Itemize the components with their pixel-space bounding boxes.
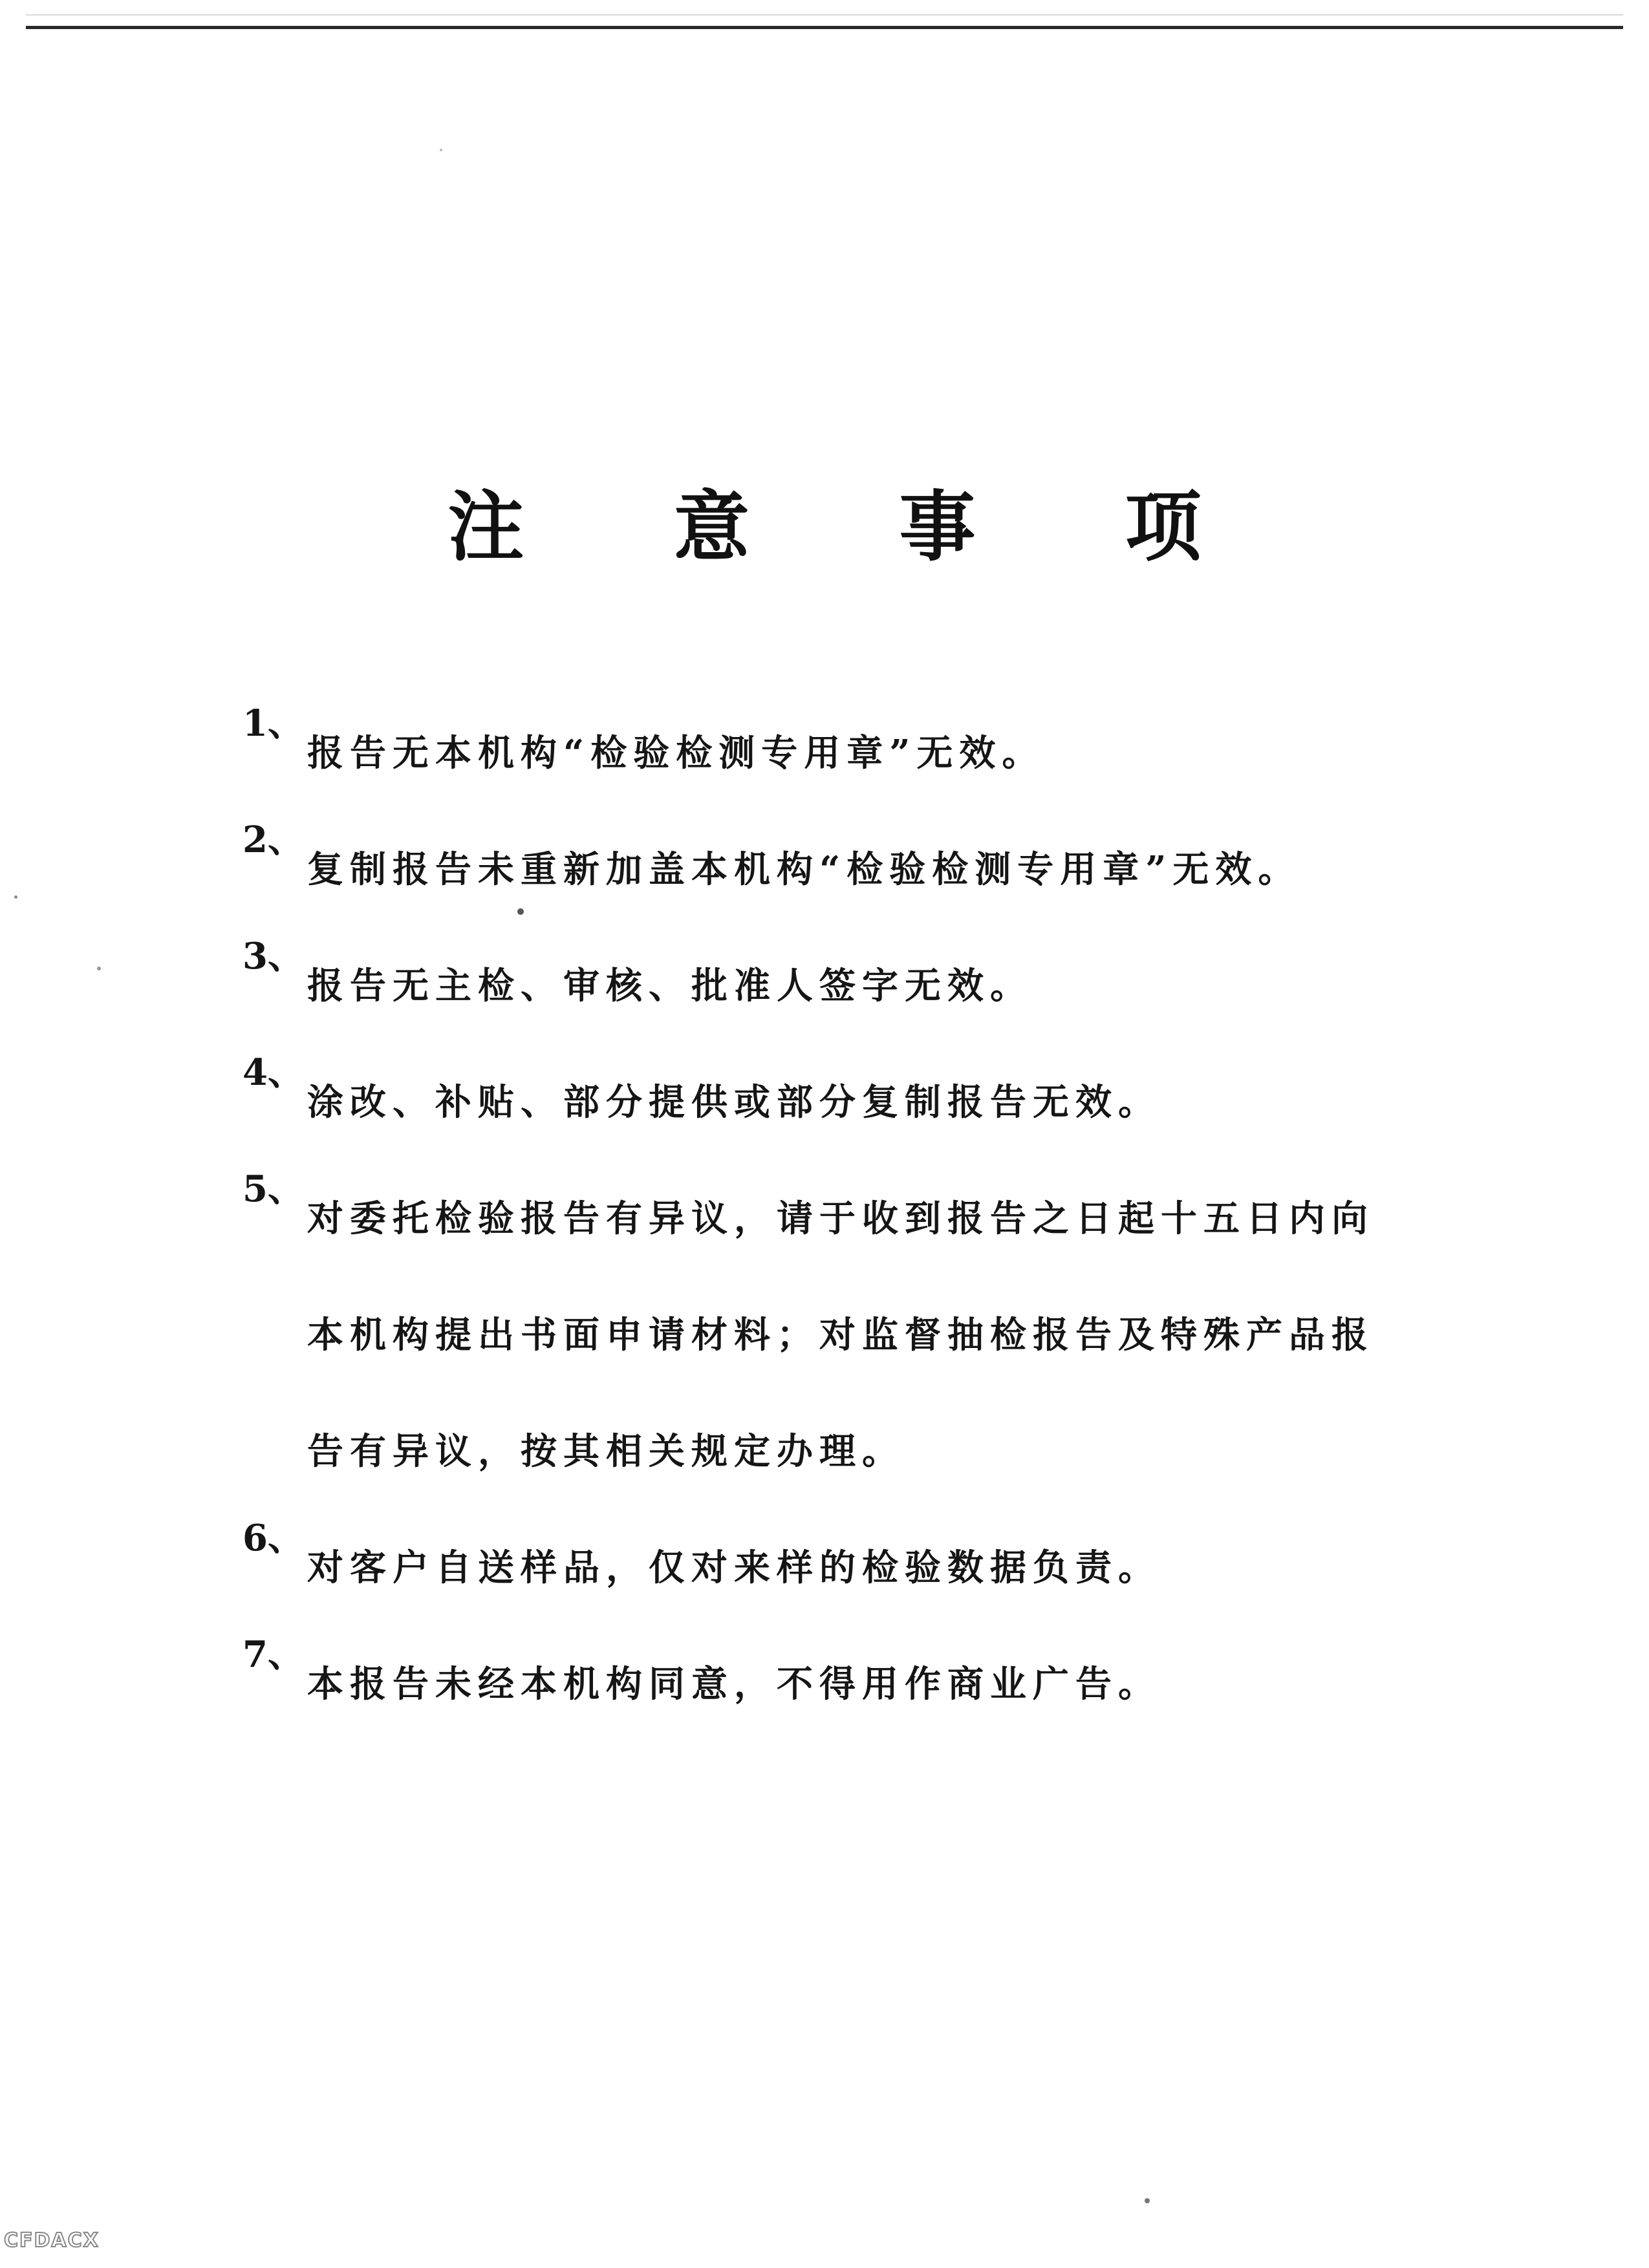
notice-item-5: [242, 1161, 1439, 1510]
scan-speck: [97, 967, 101, 970]
notice-number: 3、: [242, 935, 304, 978]
notice-list: [242, 695, 1439, 1742]
notice-item-4: [242, 1044, 1439, 1161]
notice-text: 复制报告未重新加盖本机构“检验检测专用章”无效。: [307, 848, 1301, 891]
notice-text: 本报告未经本机构同意，不得用作商业广告。: [307, 1663, 1161, 1706]
notice-text: 报告无本机构“检验检测专用章”无效。: [307, 732, 1045, 775]
notice-number: 5、: [242, 1168, 304, 1210]
notice-text-line-3: 告有异议，按其相关规定办理。: [307, 1430, 905, 1473]
notice-number: 2、: [242, 818, 304, 861]
page-title: 注 意 事 项: [447, 482, 1263, 572]
scan-speck: [14, 895, 17, 899]
notice-number: 6、: [242, 1517, 304, 1559]
notice-text: 报告无主检、审核、批准人签字无效。: [307, 965, 1033, 1007]
notice-number: 7、: [242, 1633, 304, 1676]
notice-item-3: [242, 928, 1439, 1044]
notice-item-2: [242, 811, 1439, 928]
notice-text-line-2: 本机构提出书面申请材料；对监督抽检报告及特殊产品报: [307, 1314, 1374, 1356]
notice-text: 对客户自送样品，仅对来样的检验数据负责。: [307, 1546, 1161, 1589]
notice-number: 1、: [242, 702, 304, 745]
top-border-rule: [26, 26, 1623, 29]
scan-speck: [440, 149, 442, 151]
corner-watermark: CFDACX: [4, 2229, 100, 2252]
scan-speck: [517, 908, 524, 915]
notice-item-1: [242, 695, 1439, 811]
notice-item-7: [242, 1626, 1439, 1742]
notice-number: 4、: [242, 1051, 304, 1094]
top-faint-rule: [26, 14, 1623, 16]
notice-item-6: [242, 1510, 1439, 1626]
notice-text-line-1: 对委托检验报告有异议，请于收到报告之日起十五日内向: [307, 1197, 1374, 1240]
notice-text: 涂改、补贴、部分提供或部分复制报告无效。: [307, 1081, 1161, 1124]
scan-speck: [1145, 2198, 1150, 2203]
